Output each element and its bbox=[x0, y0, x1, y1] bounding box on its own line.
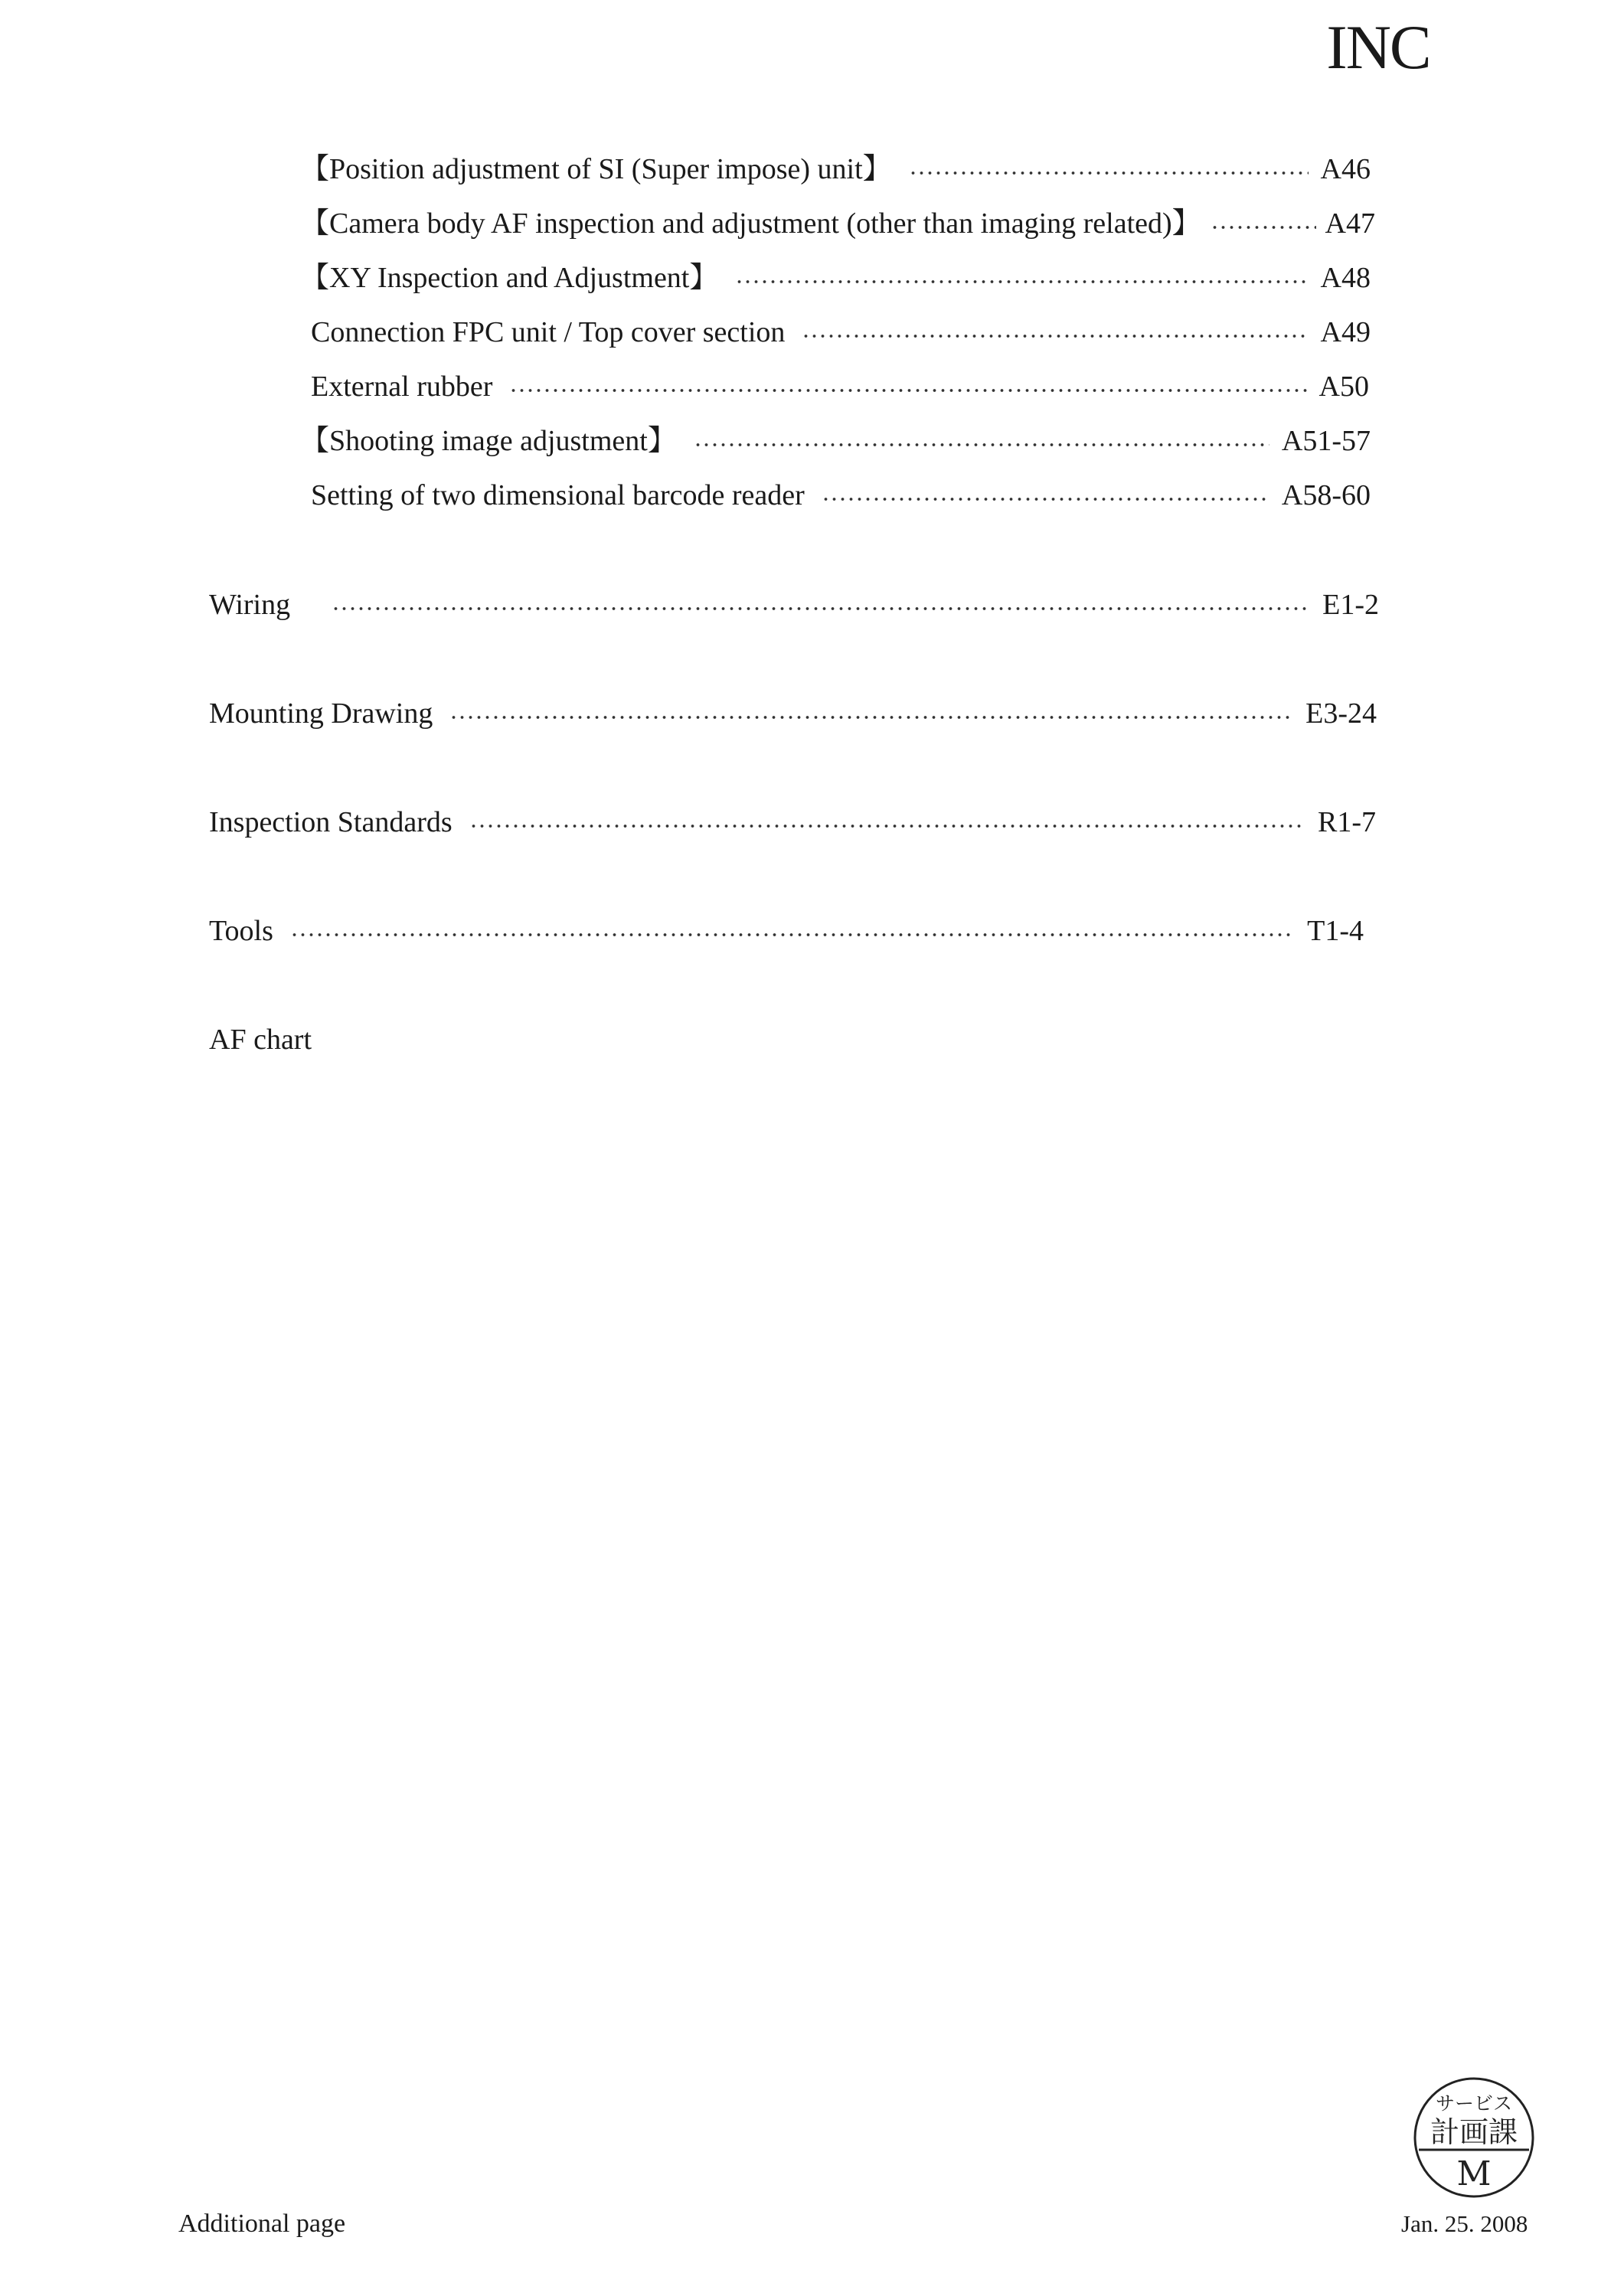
toc-entry-title: Mounting Drawing bbox=[209, 697, 433, 730]
dot-leader bbox=[290, 933, 1295, 936]
toc-entry-title: 【Position adjustment of SI (Super impose) unit】 bbox=[300, 153, 892, 185]
document-code: INC bbox=[1326, 12, 1430, 82]
toc-entry-title: Tools bbox=[209, 915, 273, 947]
toc-entry-page: A48 bbox=[1320, 262, 1371, 294]
toc-entry-title: Wiring bbox=[209, 589, 291, 621]
dot-leader bbox=[694, 443, 1269, 446]
toc-entry bbox=[311, 309, 1371, 355]
dot-leader bbox=[1211, 226, 1316, 229]
stamp-top-text: サービス bbox=[1435, 2092, 1513, 2115]
dot-leader bbox=[735, 280, 1308, 283]
toc-entry bbox=[300, 146, 1371, 192]
stamp-middle-text: 計画課 bbox=[1430, 2115, 1518, 2149]
toc-entry bbox=[209, 799, 1376, 845]
toc-entry-page: T1-4 bbox=[1307, 915, 1364, 947]
toc-entry bbox=[300, 255, 1371, 301]
dot-leader bbox=[802, 335, 1308, 338]
toc-entry-page: E3-24 bbox=[1305, 697, 1377, 730]
toc-entry-title: 【Shooting image adjustment】 bbox=[300, 425, 677, 457]
toc-entry-page: A46 bbox=[1320, 153, 1371, 185]
toc-entry-page: A58-60 bbox=[1281, 479, 1371, 511]
toc-entry-title: AF chart bbox=[209, 1024, 312, 1056]
footer-date: Jan. 25. 2008 bbox=[1401, 2210, 1528, 2237]
dot-leader bbox=[909, 171, 1309, 175]
dot-leader bbox=[469, 825, 1305, 828]
toc-entry-page: R1-7 bbox=[1318, 806, 1376, 838]
footer-note: Additional page bbox=[178, 2209, 346, 2238]
dot-leader bbox=[509, 389, 1306, 392]
toc-entry-title: Setting of two dimensional barcode reader bbox=[311, 479, 805, 511]
toc-entry-page: A49 bbox=[1320, 316, 1371, 348]
toc-entry-title: 【XY Inspection and Adjustment】 bbox=[300, 262, 719, 294]
toc-entry-title: Inspection Standards bbox=[209, 806, 453, 838]
dot-leader bbox=[822, 498, 1269, 501]
toc-entry bbox=[209, 908, 1364, 954]
toc-entry-page: E1-2 bbox=[1322, 589, 1379, 621]
department-stamp bbox=[1413, 2076, 1535, 2199]
toc-entry-title: External rubber bbox=[311, 371, 493, 403]
toc-entry bbox=[311, 472, 1371, 518]
toc-entry bbox=[209, 691, 1377, 736]
dot-leader bbox=[332, 607, 1310, 610]
toc-entry-page: A50 bbox=[1318, 371, 1369, 403]
stamp-letter: M bbox=[1456, 2154, 1492, 2193]
toc-entry-title: Connection FPC unit / Top cover section bbox=[311, 316, 786, 348]
toc-entry bbox=[311, 364, 1369, 410]
toc-entry-page: A51-57 bbox=[1281, 425, 1371, 457]
toc-entry bbox=[300, 418, 1371, 464]
toc-entry-title: 【Camera body AF inspection and adjustment (other than imaging related)】 bbox=[300, 207, 1201, 240]
dot-leader bbox=[449, 716, 1293, 719]
toc-entry bbox=[209, 1017, 668, 1063]
toc-entry-page: A47 bbox=[1325, 207, 1375, 240]
toc-entry bbox=[209, 582, 1379, 628]
toc-entry bbox=[300, 201, 1375, 247]
